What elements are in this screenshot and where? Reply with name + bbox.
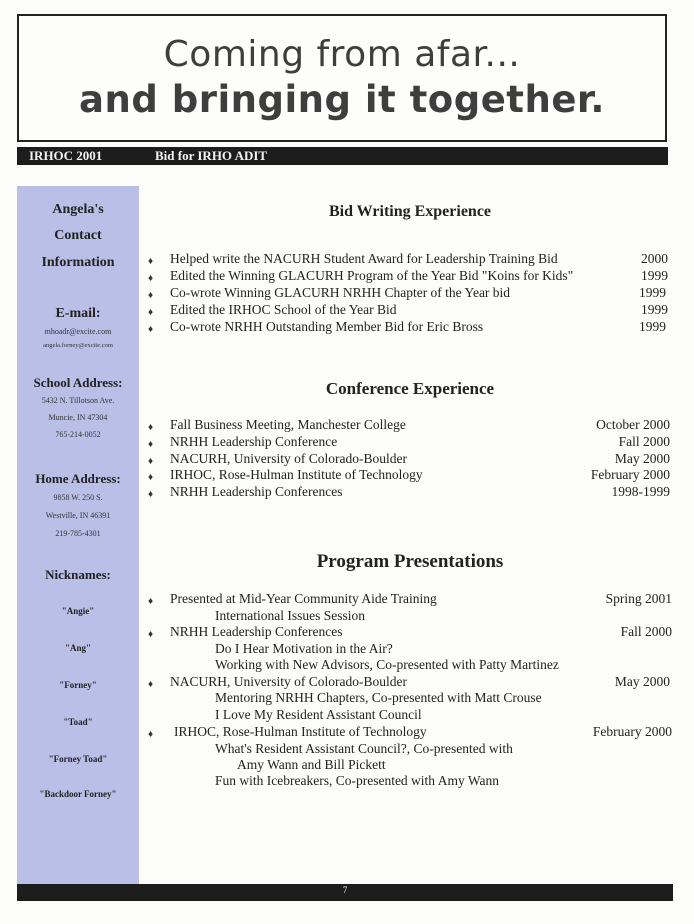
program-item: Presented at Mid-Year Community Aide Training xyxy=(170,591,437,606)
bullet-icon: ♦ xyxy=(148,489,154,500)
bullet-icon: ♦ xyxy=(148,472,154,483)
bullet-icon: ♦ xyxy=(148,307,154,318)
contact-sidebar xyxy=(17,186,139,884)
bullet-icon: ♦ xyxy=(148,679,154,690)
program-date: May 2000 xyxy=(614,674,670,689)
header-bid: Bid for IRHO ADIT xyxy=(155,148,268,163)
nickname-item: "Forney" xyxy=(59,680,97,690)
footer-bar xyxy=(17,884,673,901)
conference-date: May 2000 xyxy=(614,451,670,466)
contact-heading-2: Contact xyxy=(54,228,102,243)
contact-heading-1: Angela's xyxy=(52,202,104,217)
school-address-line-3: 765-214-0052 xyxy=(55,430,101,439)
home-address-line-2: Westville, IN 46391 xyxy=(45,511,111,520)
email-secondary: angela.forney@excite.com xyxy=(43,342,113,349)
bullet-icon: ♦ xyxy=(148,596,154,607)
program-item: IRHOC, Rose-Hulman Institute of Technology xyxy=(174,724,427,739)
title-line-1: Coming from afar... xyxy=(163,34,521,75)
conference-date: October 2000 xyxy=(596,417,670,432)
home-address-heading: Home Address: xyxy=(35,471,121,486)
program-subitem: Do I Hear Motivation in the Air? xyxy=(215,641,393,656)
header-org: IRHOC 2001 xyxy=(29,148,103,163)
conference-date: February 2000 xyxy=(590,467,670,482)
bullet-icon: ♦ xyxy=(148,273,154,284)
bullet-icon: ♦ xyxy=(148,256,154,267)
nicknames-heading: Nicknames: xyxy=(45,567,111,582)
title-banner xyxy=(17,14,667,142)
bid-item: Co-wrote NRHH Outstanding Member Bid for Eric Bross xyxy=(170,319,484,334)
email-primary: mhoadr@excite.com xyxy=(44,327,112,336)
home-address-line-3: 219-785-4301 xyxy=(55,529,101,538)
bullet-icon: ♦ xyxy=(148,629,154,640)
program-item: NACURH, University of Colorado-Boulder xyxy=(170,674,407,689)
conference-item: IRHOC, Rose-Hulman Institute of Technology xyxy=(170,467,423,482)
bid-item: Edited the Winning GLACURH Program of the Year Bid "Koins for Kids" xyxy=(170,268,574,283)
bid-item: Helped write the NACURH Student Award for Leadership Training Bid xyxy=(170,251,558,266)
conference-title: Conference Experience xyxy=(325,379,495,398)
program-date: Spring 2001 xyxy=(605,591,672,606)
program-subitem: Amy Wann and Bill Pickett xyxy=(237,757,386,772)
contact-heading-3: Information xyxy=(41,255,115,270)
nickname-item: "Ang" xyxy=(65,643,91,653)
bid-year: 2000 xyxy=(641,251,668,266)
school-address-heading: School Address: xyxy=(33,375,123,390)
bid-year: 1999 xyxy=(641,268,668,283)
bullet-icon: ♦ xyxy=(148,290,154,301)
school-address-line-1: 5432 N. Tillotson Ave. xyxy=(41,396,115,405)
bid-year: 1999 xyxy=(639,319,666,334)
bid-writing-title: Bid Writing Experience xyxy=(328,203,492,220)
bid-item: Co-wrote Winning GLACURH NRHH Chapter of the Year bid xyxy=(170,285,511,300)
program-subitem: I Love My Resident Assistant Council xyxy=(215,707,422,722)
program-subitem: International Issues Session xyxy=(215,608,365,623)
conference-item: Fall Business Meeting, Manchester College xyxy=(170,417,406,432)
bullet-icon: ♦ xyxy=(148,324,154,335)
bid-year: 1999 xyxy=(639,285,666,300)
conference-item: NRHH Leadership Conference xyxy=(170,434,338,449)
conference-item: NACURH, University of Colorado-Boulder xyxy=(170,451,407,466)
title-line-2: and bringing it together. xyxy=(79,78,605,121)
nickname-item: "Backdoor Forney" xyxy=(39,789,117,799)
program-subitem: Fun with Icebreakers, Co-presented with Amy Wann xyxy=(215,773,499,788)
email-heading: E-mail: xyxy=(55,306,101,321)
bid-year: 1999 xyxy=(641,302,668,317)
conference-date: Fall 2000 xyxy=(618,434,670,449)
program-date: Fall 2000 xyxy=(620,624,672,639)
bid-item: Edited the IRHOC School of the Year Bid xyxy=(170,302,397,317)
bullet-icon: ♦ xyxy=(148,729,154,740)
nickname-item: "Forney Toad" xyxy=(48,754,108,764)
school-address-line-2: Muncie, IN 47304 xyxy=(48,413,108,422)
program-subitem: What's Resident Assistant Council?, Co-presented with xyxy=(215,741,513,756)
program-date: February 2000 xyxy=(592,724,672,739)
page-number: 7 xyxy=(342,885,348,895)
bullet-icon: ♦ xyxy=(148,422,154,433)
home-address-line-1: 9858 W. 250 S. xyxy=(53,493,103,502)
programs-title: Program Presentations xyxy=(316,551,504,572)
program-subitem: Working with New Advisors, Co-presented with Patty Martinez xyxy=(215,657,559,672)
bullet-icon: ♦ xyxy=(148,439,154,450)
nickname-item: "Toad" xyxy=(63,717,93,727)
conference-date: 1998-1999 xyxy=(611,484,670,499)
bullet-icon: ♦ xyxy=(148,456,154,467)
program-subitem: Mentoring NRHH Chapters, Co-presented with Matt Crouse xyxy=(215,690,542,705)
conference-item: NRHH Leadership Conferences xyxy=(170,484,343,499)
header-bar xyxy=(17,147,668,165)
program-item: NRHH Leadership Conferences xyxy=(170,624,343,639)
nickname-item: "Angie" xyxy=(61,606,95,616)
